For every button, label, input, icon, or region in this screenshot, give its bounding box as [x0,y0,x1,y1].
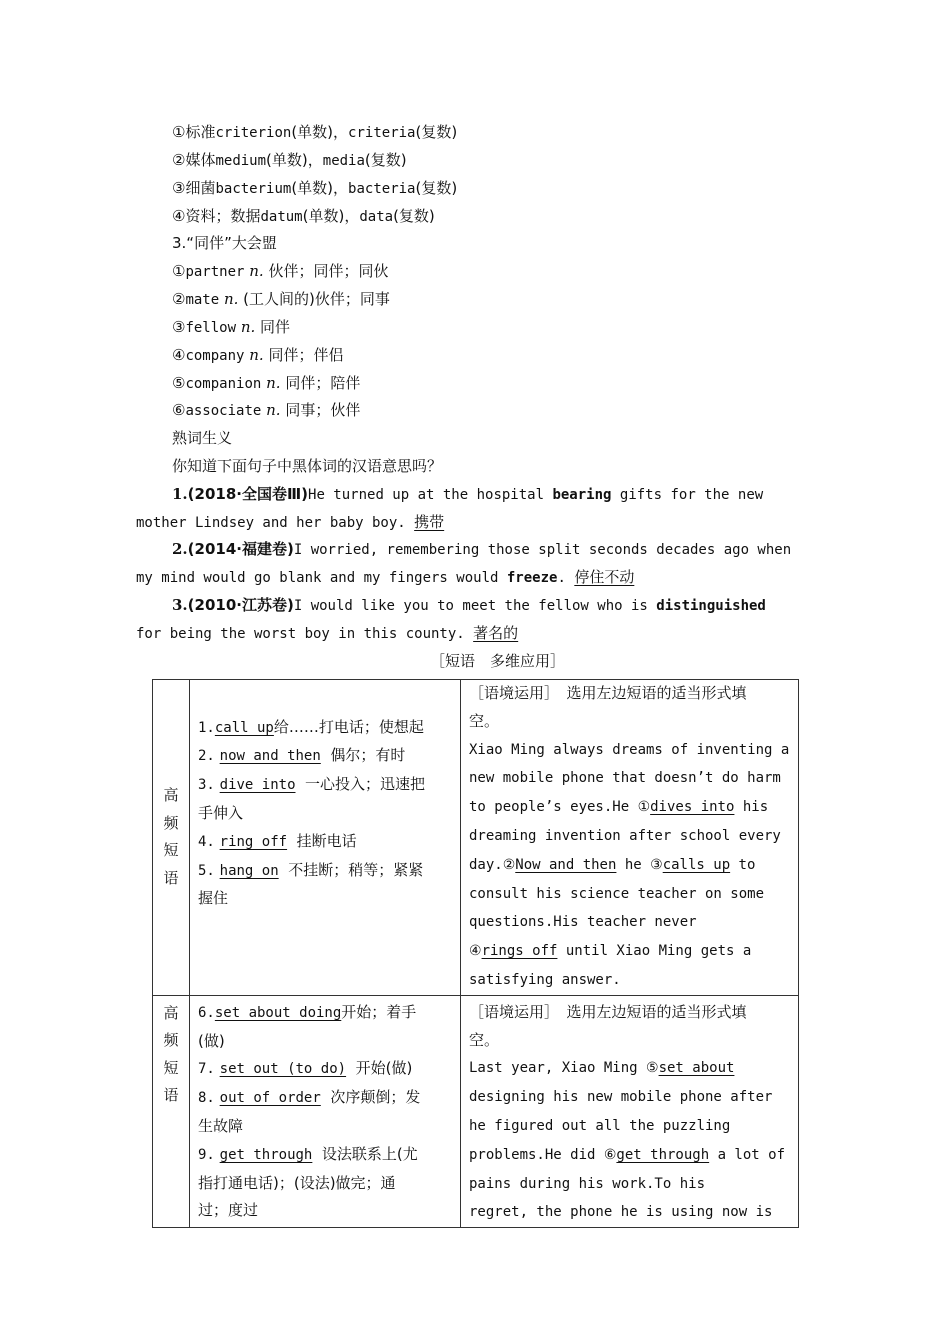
item-number: ⑥ [172,401,186,419]
plural-tag: (复数) [415,179,458,197]
side-char: 短 [163,841,179,860]
companion-item [172,289,390,310]
context-line [469,793,798,822]
side-char: 语 [163,1086,179,1105]
context-text-run: questions.His teacher never [469,914,697,931]
context-line [469,736,798,765]
phrase-meaning: 给……打电话；使想起 [273,717,424,736]
sentence-text: mother Lindsey and her baby boy. [136,515,415,531]
companion-meaning: 同伴；伴侣 [268,346,344,364]
singular-word: bacterium [215,181,292,197]
phrase-number: 1. [198,719,215,736]
phrase: hang on [219,862,279,879]
phrase: set about doing [214,1004,342,1021]
context-paragraph [469,1054,794,1227]
context-heading: 空。 [469,1030,500,1049]
context-text-run: Last year, Xiao Ming ⑤ [469,1060,659,1077]
answer-blank: rings off [481,943,558,960]
phrase-meaning: 一心投入；迅速把 [305,775,426,794]
plural-word: criteria [348,125,416,141]
phrase-item [198,771,454,800]
singular-word: medium [215,153,267,169]
companion-word: companion [185,376,262,392]
sentence-number: 2. [172,540,188,558]
singular-tag: (单数)， [266,151,323,169]
item-zh: 标准 [185,123,216,141]
item-number: ⑤ [172,374,186,392]
context-text-run: his [734,799,769,816]
item-number: ④ [172,207,186,225]
sentence-text: He turned up at the hospital [308,487,553,503]
item-number: ② [172,290,186,308]
phrase-meaning: 挂断电话 [296,831,357,850]
part-of-speech: n. [266,401,281,419]
side-char: 频 [163,813,179,832]
companion-word: fellow [185,320,237,336]
bold-word: freeze [506,570,558,586]
plural-item [172,122,457,143]
singular-word: datum [260,209,303,225]
sentence-text: gifts for the new [611,487,764,503]
sentence-number: 1. [172,485,188,503]
phrase-item [198,1141,454,1170]
phrase-number: 9. [198,1146,215,1163]
example-sentence [172,595,766,616]
bold-word: bearing [552,487,612,503]
phrase-item [198,1055,454,1084]
section-heading: 熟词生义 [172,429,233,447]
example-sentence-cont [136,623,518,644]
sentence-source: (2010·江苏卷) [187,596,294,614]
context-line [469,1054,794,1083]
companion-word: associate [185,403,262,419]
phrase-list [190,714,460,962]
companion-word: company [185,348,245,364]
answer-blank: calls up [662,856,731,873]
part-of-speech: n. [240,318,256,336]
item-number: ② [172,151,186,169]
context-line [469,851,798,880]
item-number: ③ [172,318,186,336]
phrase: out of order [219,1090,321,1107]
phrase: set out (to do) [219,1061,347,1078]
phrase-meaning-cont: 手伸入 [198,803,244,822]
context-line [469,880,798,909]
sentence-number: 3. [172,596,188,614]
table-row [153,995,799,1227]
item-zh: 细菌 [185,179,216,197]
context-text-run: ④ [469,943,482,960]
context-line [469,1170,794,1199]
item-number: ① [172,262,186,280]
context-line [469,764,798,793]
context-cell [461,680,799,996]
answer: 著名的 [473,624,519,642]
phrase-meaning: 次序颠倒；发 [330,1088,421,1107]
companion-meaning: 同事；伙伴 [285,401,361,419]
sentence-source: (2018·全国卷Ⅲ) [187,485,309,503]
context-text-run: he figured out all the puzzling [469,1117,731,1134]
context-text-run: consult his science teacher on some [469,885,765,902]
phrase-number: 3. [198,777,215,794]
phrase-item [198,999,454,1028]
example-sentence-cont [136,567,634,588]
plural-tag: (复数) [393,207,435,225]
context-text-run: dreaming invention after school every [469,827,781,844]
phrase-cell [190,995,461,1227]
singular-word: criterion [215,125,292,141]
companion-item [172,317,290,338]
side-label [153,782,189,892]
item-number: ③ [172,179,186,197]
phrase-meaning: 设法联系上(尤 [321,1144,418,1163]
sentence-text: I worried, remembering those split seconds decades ago when [293,542,792,558]
context-cell [461,995,799,1227]
example-sentence [172,484,763,505]
singular-tag: (单数)， [291,123,349,141]
phrase-number: 2. [198,748,215,765]
context-text [461,680,798,995]
companion-word: mate [185,292,220,308]
phrase-meaning-cont: 过；度过 [198,1201,259,1220]
sentence-text: I would like you to meet the fellow who is [293,598,657,614]
plural-word: data [359,209,394,225]
plural-tag: (复数) [364,151,407,169]
companion-item [172,345,343,366]
phrase-meaning-cont: 握住 [198,889,229,908]
phrase-number: 5. [198,862,215,879]
phrase-list [190,996,460,1225]
companion-item [172,261,388,282]
context-line [469,966,798,995]
answer: 携带 [414,513,445,531]
context-text-run: until Xiao Ming gets a [557,943,752,960]
phrase-item [198,857,454,886]
context-line [469,1112,794,1141]
side-char: 高 [163,1003,179,1022]
side-label-cell [153,680,190,996]
side-char: 频 [163,1031,179,1050]
answer: 停住不动 [574,568,635,586]
phrase: now and then [219,748,321,765]
phrase-meaning: 开始；着手 [341,1002,417,1021]
part-of-speech: n. [249,262,264,280]
side-char: 短 [163,1058,179,1077]
companion-meaning: 同伴 [260,318,291,336]
context-text-run: problems.He did ⑥ [469,1146,617,1163]
answer-blank: get through [616,1146,710,1163]
part-of-speech: n. [249,346,264,364]
phrase-item [198,714,454,743]
context-text-run: regret, the phone he is using now is [469,1204,773,1221]
context-line [469,822,798,851]
phrase-number: 6. [198,1004,215,1021]
context-text-run: Xiao Ming always dreams of inventing a [469,741,790,758]
sentence-text: for being the worst boy in this county. [136,626,474,642]
item-number: ① [172,123,186,141]
phrase-number: 4. [198,833,215,850]
context-line [469,1198,794,1227]
phrase-number: 7. [198,1061,215,1078]
context-heading: ［语境运用］ 选用左边短语的适当形式填 [469,684,747,702]
side-char: 语 [163,868,179,887]
plural-item [172,150,407,171]
phrase-meaning: 开始(做) [355,1059,413,1078]
plural-word: bacteria [348,181,416,197]
item-zh: 资料；数据 [185,207,261,225]
context-text-run: pains during his work.To his [469,1175,706,1192]
context-text-run: to [730,856,756,873]
table-row [153,680,799,996]
phrase-meaning: 不挂断；稍等；紧紧 [288,860,424,879]
plural-item [172,206,435,227]
sentence-text: my mind would go blank and my fingers would [136,570,507,586]
phrase: get through [219,1146,313,1163]
context-text-run: a lot of [709,1146,785,1163]
context-text-run: to people’s eyes.He ① [469,799,651,816]
context-line [469,937,798,966]
section-heading: 3.“同伴”大会盟 [172,234,277,252]
companion-meaning: (工人间的)伙伴；同事 [243,290,390,308]
context-text-run: new mobile phone that doesn’t do harm [469,770,781,787]
context-paragraph [469,736,798,995]
plural-word: media [322,153,365,169]
phrase: ring off [219,833,288,850]
bold-word: distinguished [656,598,766,614]
context-line [469,908,798,937]
phrase: dive into [219,777,296,794]
item-zh: 媒体 [185,151,216,169]
phrase-number: 8. [198,1090,215,1107]
phrase-meaning: 偶尔；有时 [330,746,406,765]
side-label [153,996,189,1110]
companion-meaning: 伙伴；同伴；同伙 [268,262,389,280]
context-line [469,1141,794,1170]
sentence-source: (2014·福建卷) [187,540,294,558]
section-question: 你知道下面句子中黑体词的汉语意思吗？ [172,457,443,475]
context-text-run: day.② [469,856,516,873]
context-line [469,1083,794,1112]
part-of-speech: n. [223,290,239,308]
side-char: 高 [163,786,179,805]
context-text-run: he ③ [616,856,663,873]
phrase-table [152,679,799,1228]
companion-meaning: 同伴；陪伴 [285,374,361,392]
answer-blank: dives into [650,799,735,816]
context-heading: ［语境运用］ 选用左边短语的适当形式填 [469,1002,747,1021]
companion-item [172,373,360,394]
phrase-item [198,1084,454,1113]
phrase-item [198,742,454,771]
phrase: call up [214,719,274,736]
phrase-meaning-cont: 生故障 [198,1116,244,1135]
phrase-cell [190,680,461,996]
item-number: ④ [172,346,186,364]
side-label-cell [153,995,190,1227]
plural-item [172,178,457,199]
context-text-run: satisfying answer. [469,971,621,988]
sentence-text: . [557,570,575,586]
phrase-item [198,828,454,857]
context-text [461,996,798,1227]
context-text-run: designing his new mobile phone after [469,1089,773,1106]
answer-blank: Now and then [515,856,617,873]
plural-tag: (复数) [415,123,458,141]
part-of-speech: n. [266,374,281,392]
singular-tag: (单数)， [291,179,349,197]
phrase-heading: ［短语 多维应用］ [430,652,566,670]
example-sentence [172,539,791,560]
context-heading: 空。 [469,711,500,730]
example-sentence-cont [136,512,444,533]
phrase-meaning-cont: 指打通电话)；(设法)做完；通 [198,1173,396,1192]
singular-tag: (单数)， [302,207,360,225]
answer-blank: set about [658,1060,735,1077]
phrase-meaning-cont: (做) [198,1031,225,1050]
companion-word: partner [185,264,245,280]
companion-item [172,400,360,421]
